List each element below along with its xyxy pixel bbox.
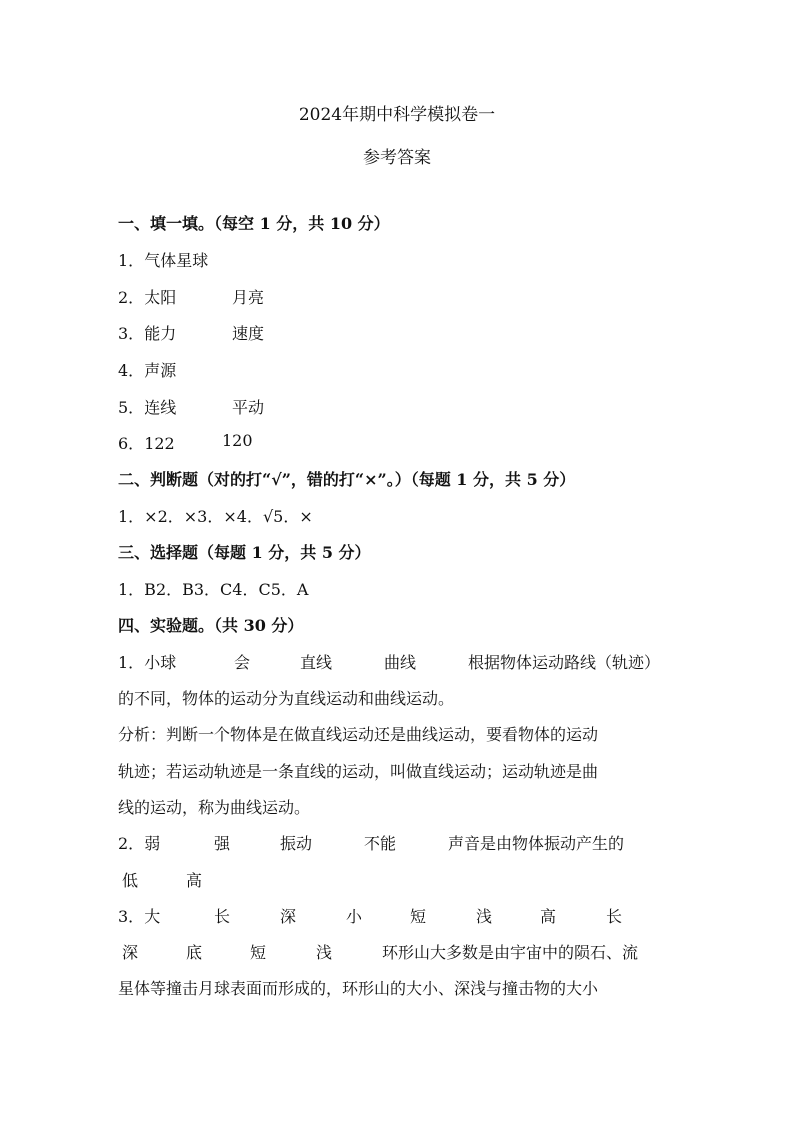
document-title: 2024年期中科学模拟卷一: [298, 105, 496, 125]
s4-q2-b: 强: [214, 834, 231, 853]
document-subtitle: 参考答案: [363, 148, 431, 168]
s1-answer-3: [118, 321, 176, 344]
s4-q3-r1-4: 小: [346, 907, 363, 926]
s1-answer-6b: 120: [222, 431, 253, 450]
s3-answers: 1．B2．B3．C4．C5．A: [118, 580, 309, 599]
answer-text: 太阳: [144, 288, 177, 307]
s4-q3-r2-2: 底: [186, 943, 203, 962]
question-number: 5．: [118, 398, 145, 417]
question-number: 1．: [118, 653, 145, 672]
s1-answer-6: [118, 431, 175, 454]
answer-text: 连线: [144, 398, 177, 417]
s4-q1-d: 曲线: [384, 653, 417, 672]
s4-q3-r2-3: 短: [250, 943, 267, 962]
s4-q1-number-and-a: [118, 650, 176, 673]
question-number: 6．: [118, 434, 145, 453]
section-2-heading: 二、判断题（对的打“√”，错的打“×”。）（每题 1 分，共 5 分）: [118, 470, 576, 489]
s1-answer-2b: 月亮: [232, 288, 265, 307]
s4-q3-r1-5: 短: [410, 907, 427, 926]
s4-q3-r2-text: 环形山大多数是由宇宙中的陨石、流: [382, 943, 639, 962]
s4-q3-r1-6: 浅: [476, 907, 493, 926]
answer-text: 能力: [144, 324, 177, 343]
s4-q1-line2: 的不同，物体的运动分为直线运动和曲线运动。: [118, 689, 455, 708]
s4-q2-g: 高: [186, 871, 203, 890]
s4-q2-number-and-a: [118, 831, 160, 854]
s4-q1-analysis-2: 轨迹；若运动轨迹是一条直线的运动，叫做直线运动；运动轨迹是曲: [118, 762, 599, 781]
s1-answer-3b: 速度: [232, 324, 265, 343]
s1-answer-5b: 平动: [232, 398, 265, 417]
question-number: 2．: [118, 834, 145, 853]
s4-q2-d: 不能: [364, 834, 397, 853]
s1-answer-5: [118, 395, 176, 418]
s4-q1-b: 会: [234, 653, 251, 672]
s2-answers: 1．×2．×3．×4．√5．×: [118, 507, 313, 526]
section-3-heading: 三、选择题（每题 1 分，共 5 分）: [118, 543, 371, 562]
s4-q2-e: 声音是由物体振动产生的: [448, 834, 625, 853]
s4-q3-number-and-1: [118, 904, 160, 927]
s4-q3-line3: 星体等撞击月球表面而形成的，环形山的大小、深浅与撞击物的大小: [118, 979, 599, 998]
section-1-heading: 一、填一填。（每空 1 分，共 10 分）: [118, 214, 390, 233]
s4-q3-r1-8: 长: [606, 907, 623, 926]
answer-text: 气体星球: [144, 251, 209, 270]
answer-text: 122: [144, 434, 175, 453]
s4-q1-e: 根据物体运动路线（轨迹）: [468, 653, 661, 672]
question-number: 3．: [118, 907, 145, 926]
answer-text: 小球: [144, 653, 177, 672]
answer-text: 弱: [144, 834, 161, 853]
s4-q1-c: 直线: [300, 653, 333, 672]
question-number: 1．: [118, 251, 145, 270]
answer-text: 大: [144, 907, 161, 926]
answer-text: 声源: [144, 361, 177, 380]
question-number: 3．: [118, 324, 145, 343]
s4-q3-r1-7: 高: [540, 907, 557, 926]
s4-q1-analysis-1: 分析：判断一个物体是在做直线运动还是曲线运动，要看物体的运动: [118, 725, 599, 744]
s4-q2-c: 振动: [280, 834, 313, 853]
s4-q3-r1-2: 长: [214, 907, 231, 926]
section-4-heading: 四、实验题。（共 30 分）: [118, 616, 304, 635]
s4-q3-r2-1: 深: [122, 943, 139, 962]
s4-q3-r1-3: 深: [280, 907, 297, 926]
s4-q2-f: 低: [122, 871, 139, 890]
s1-answer-4: [118, 358, 176, 381]
question-number: 2．: [118, 288, 145, 307]
s1-answer-1: [118, 248, 208, 271]
s4-q1-analysis-3: 线的运动，称为曲线运动。: [118, 798, 311, 817]
question-number: 4．: [118, 361, 145, 380]
s4-q3-r2-4: 浅: [316, 943, 333, 962]
s1-answer-2: [118, 285, 176, 308]
